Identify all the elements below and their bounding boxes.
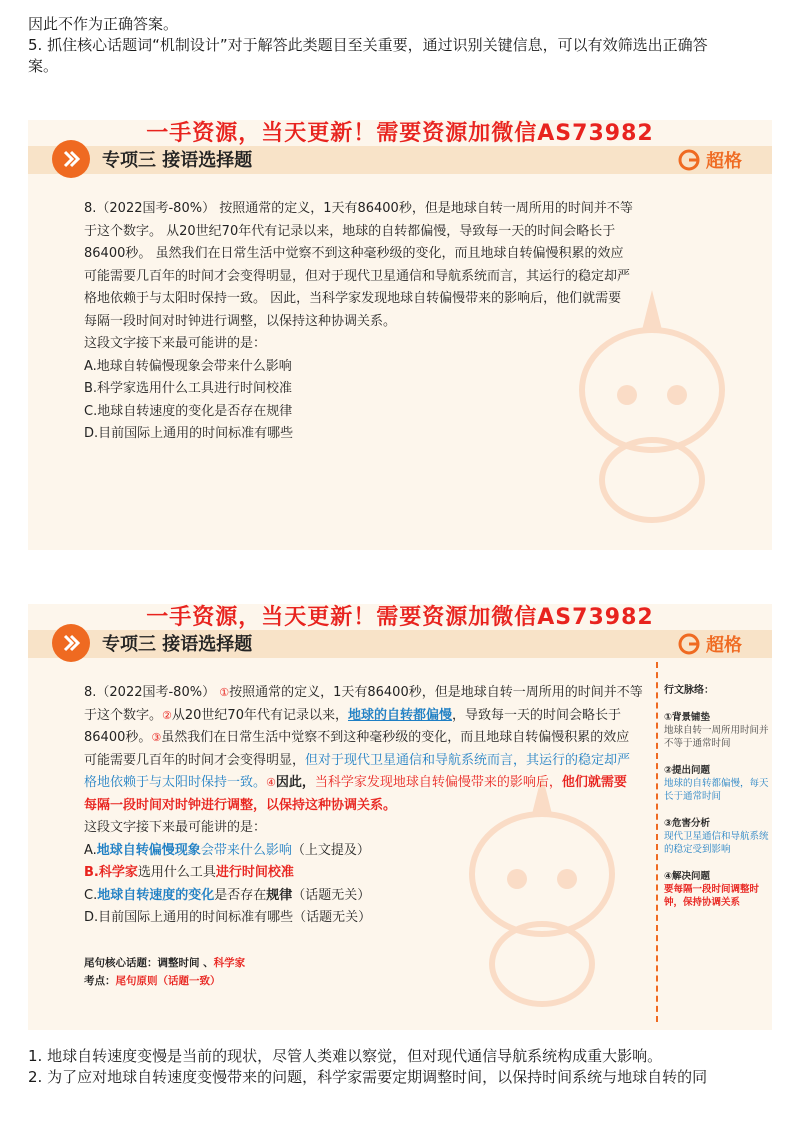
- highlight-blue: 地球自转偏慢现象: [96, 842, 201, 858]
- answer-notes: [84, 954, 245, 990]
- core-topic-value: 科学家: [213, 957, 246, 969]
- panel-item-head: ②提出问题: [664, 765, 711, 776]
- brand-name: 超格: [706, 151, 742, 172]
- highlight-red: 进行时间校准: [215, 865, 294, 880]
- panel-item: [664, 870, 772, 909]
- question-line: 于这个数字。 从20世纪70年代有记录以来，地球的自转都偏慢，导致每一天的时间会略长于: [84, 223, 616, 239]
- test-point: [84, 972, 245, 990]
- panel-item-body: 要每隔一段时间调整时钟，保持协调关系: [664, 884, 760, 908]
- section-title: 专项三 接语选择题: [102, 634, 253, 655]
- structure-panel: [656, 662, 772, 1022]
- option-b: B.科学家选用什么工具进行时间校准: [84, 381, 293, 396]
- text-span: （话题无关）: [292, 887, 371, 903]
- question-line: 86400秒。 虽然我们在日常生活中觉察不到这种毫秒级的变化，而且地球自转偏慢积累的效应: [84, 246, 624, 261]
- slide-answer: [28, 604, 772, 1030]
- brand-logo-icon: [678, 149, 700, 171]
- text-span: 规律: [266, 887, 293, 903]
- marker-1: ①: [219, 686, 230, 699]
- text-span: 于这个数字。: [84, 707, 163, 723]
- core-topic: [84, 954, 245, 972]
- question-line: 每隔一段时间对时钟进行调整，以保持这种协调关系。: [84, 313, 397, 329]
- text-span: 按照通常的定义，1天有86400秒，但是地球自转一周所用的时间并不等: [229, 685, 643, 700]
- highlight-blue: 地球的自转都偏慢: [347, 707, 452, 723]
- text-span: 是否存在: [214, 887, 267, 903]
- doc-paragraph-top: [28, 14, 708, 77]
- option-b: [84, 862, 644, 885]
- text-span: 可能需要几百年的时间才会变得明显，: [84, 752, 306, 768]
- option-c: C.地球自转速度的变化是否存在规律: [84, 403, 293, 419]
- panel-item: [664, 817, 772, 856]
- text-span: （上文提及）: [291, 842, 370, 858]
- chevron-right-icon: [52, 140, 90, 178]
- highlight-blue: 格地依赖于与太阳时保持一致。: [84, 775, 267, 790]
- brand-logo: [678, 630, 742, 658]
- question-line: [84, 705, 644, 728]
- text-span: （话题无关）: [293, 910, 372, 925]
- brand-logo: [678, 146, 742, 174]
- panel-item: [664, 711, 772, 750]
- text-span: 因此，: [275, 775, 315, 790]
- question-line: 可能需要几百年的时间才会变得明显，但对于现代卫星通信和导航系统而言，其运行的稳定却严: [84, 268, 631, 284]
- question-line: [84, 682, 644, 705]
- text-span: 86400秒。: [84, 730, 152, 745]
- question-prompt: 这段文字接下来最可能讲的是：: [84, 336, 267, 351]
- chevron-right-icon: [52, 624, 90, 662]
- panel-item-body: 地球的自转都偏慢，每天长于通常时间: [664, 778, 769, 802]
- question-line: [84, 750, 644, 773]
- test-point-value: 尾句原则（话题一致）: [115, 975, 221, 987]
- highlight-red: 他们就需要: [561, 775, 627, 790]
- option-a: [84, 840, 644, 863]
- panel-title: 行文脉络：: [664, 685, 714, 696]
- doc-line: 因此不作为正确答案。: [28, 15, 179, 33]
- slide-question: [28, 120, 772, 550]
- highlight-blue: 会带来什么影响: [200, 842, 292, 858]
- question-line: 格地依赖于与太阳时保持一致。 因此，当科学家发现地球自转偏慢带来的影响后，他们就需要: [84, 291, 622, 306]
- brand-name: 超格: [706, 635, 742, 656]
- doc-line: 案。: [28, 57, 59, 75]
- watermark-banner: 一手资源，当天更新！需要资源加微信AS73982: [146, 121, 654, 146]
- doc-paragraph-bottom: [28, 1046, 707, 1088]
- text-span: 虽然我们在日常生活中觉察不到这种毫秒级的变化，而且地球自转偏慢积累的效应: [161, 730, 630, 745]
- text-span: C.: [84, 887, 98, 903]
- annotated-question-text: [84, 682, 644, 930]
- panel-item-head: ④解决问题: [664, 871, 711, 882]
- option-a: A.地球自转偏慢现象会带来什么影响: [84, 358, 292, 374]
- panel-item-body: 地球自转一周所用时间并不等于通常时间: [664, 725, 769, 749]
- highlight-blue: 地球自转速度的变化: [97, 887, 215, 903]
- highlight-red: 当科学家发现地球自转偏慢带来的影响后，: [314, 775, 562, 790]
- highlight-blue: 但对于现代卫星通信和导航系统而言，其运行的稳定却严: [305, 752, 631, 768]
- section-title: 专项三 接语选择题: [102, 150, 253, 171]
- question-line: [84, 772, 644, 795]
- panel-item-head: ③危害分析: [664, 818, 711, 829]
- panel-item-body: 现代卫星通信和导航系统的稳定受到影响: [664, 831, 769, 855]
- question-line: 每隔一段时间对时钟进行调整，以保持这种协调关系。: [84, 797, 397, 813]
- doc-line: 2. 为了应对地球自转速度变慢带来的问题，科学家需要定期调整时间，以保持时间系统与地球自转的同: [28, 1068, 708, 1086]
- core-topic-value: 调整时间 、: [157, 957, 214, 969]
- highlight-red: B.科学家: [84, 865, 138, 880]
- question-prompt: 这段文字接下来最可能讲的是：: [84, 820, 267, 835]
- watermark-banner: 一手资源，当天更新！需要资源加微信AS73982: [146, 605, 654, 630]
- question-line: [84, 727, 644, 750]
- test-point-label: 考点：: [84, 975, 116, 987]
- text-span: D.目前国际上通用的时间标准有哪些: [84, 910, 294, 925]
- doc-line: 1. 地球自转速度变慢是当前的现状，尽管人类难以察觉，但对现代通信导航系统构成重大影响。: [28, 1047, 663, 1065]
- option-d: D.目前国际上通用的时间标准有哪些: [84, 426, 294, 441]
- core-topic-label: 尾句核心话题：: [84, 957, 158, 969]
- doc-line: 5. 抓住核心话题词“机制设计”对于解答此类题目至关重要，通过识别关键信息，可以有效筛选出正确答: [28, 36, 708, 54]
- panel-item: [664, 764, 772, 803]
- marker-3: ③: [151, 731, 162, 744]
- text-span: A.: [84, 842, 97, 858]
- brand-logo-icon: [678, 633, 700, 655]
- text-span: 8.（2022国考-80%）: [84, 685, 216, 700]
- option-c: [84, 885, 644, 908]
- marker-2: ②: [162, 708, 172, 722]
- panel-item-head: ①背景铺垫: [664, 712, 711, 723]
- text-span: 从20世纪70年代有记录以来，: [171, 707, 348, 723]
- marker-4: ④: [266, 776, 276, 789]
- question-text: [84, 198, 644, 446]
- text-span: 选用什么工具: [137, 865, 216, 880]
- text-span: ，导致每一天的时间会略长于: [452, 707, 622, 723]
- question-line: 8.（2022国考-80%） 按照通常的定义，1天有86400秒，但是地球自转一周所用的时间并不等: [84, 201, 633, 216]
- option-d: [84, 907, 644, 930]
